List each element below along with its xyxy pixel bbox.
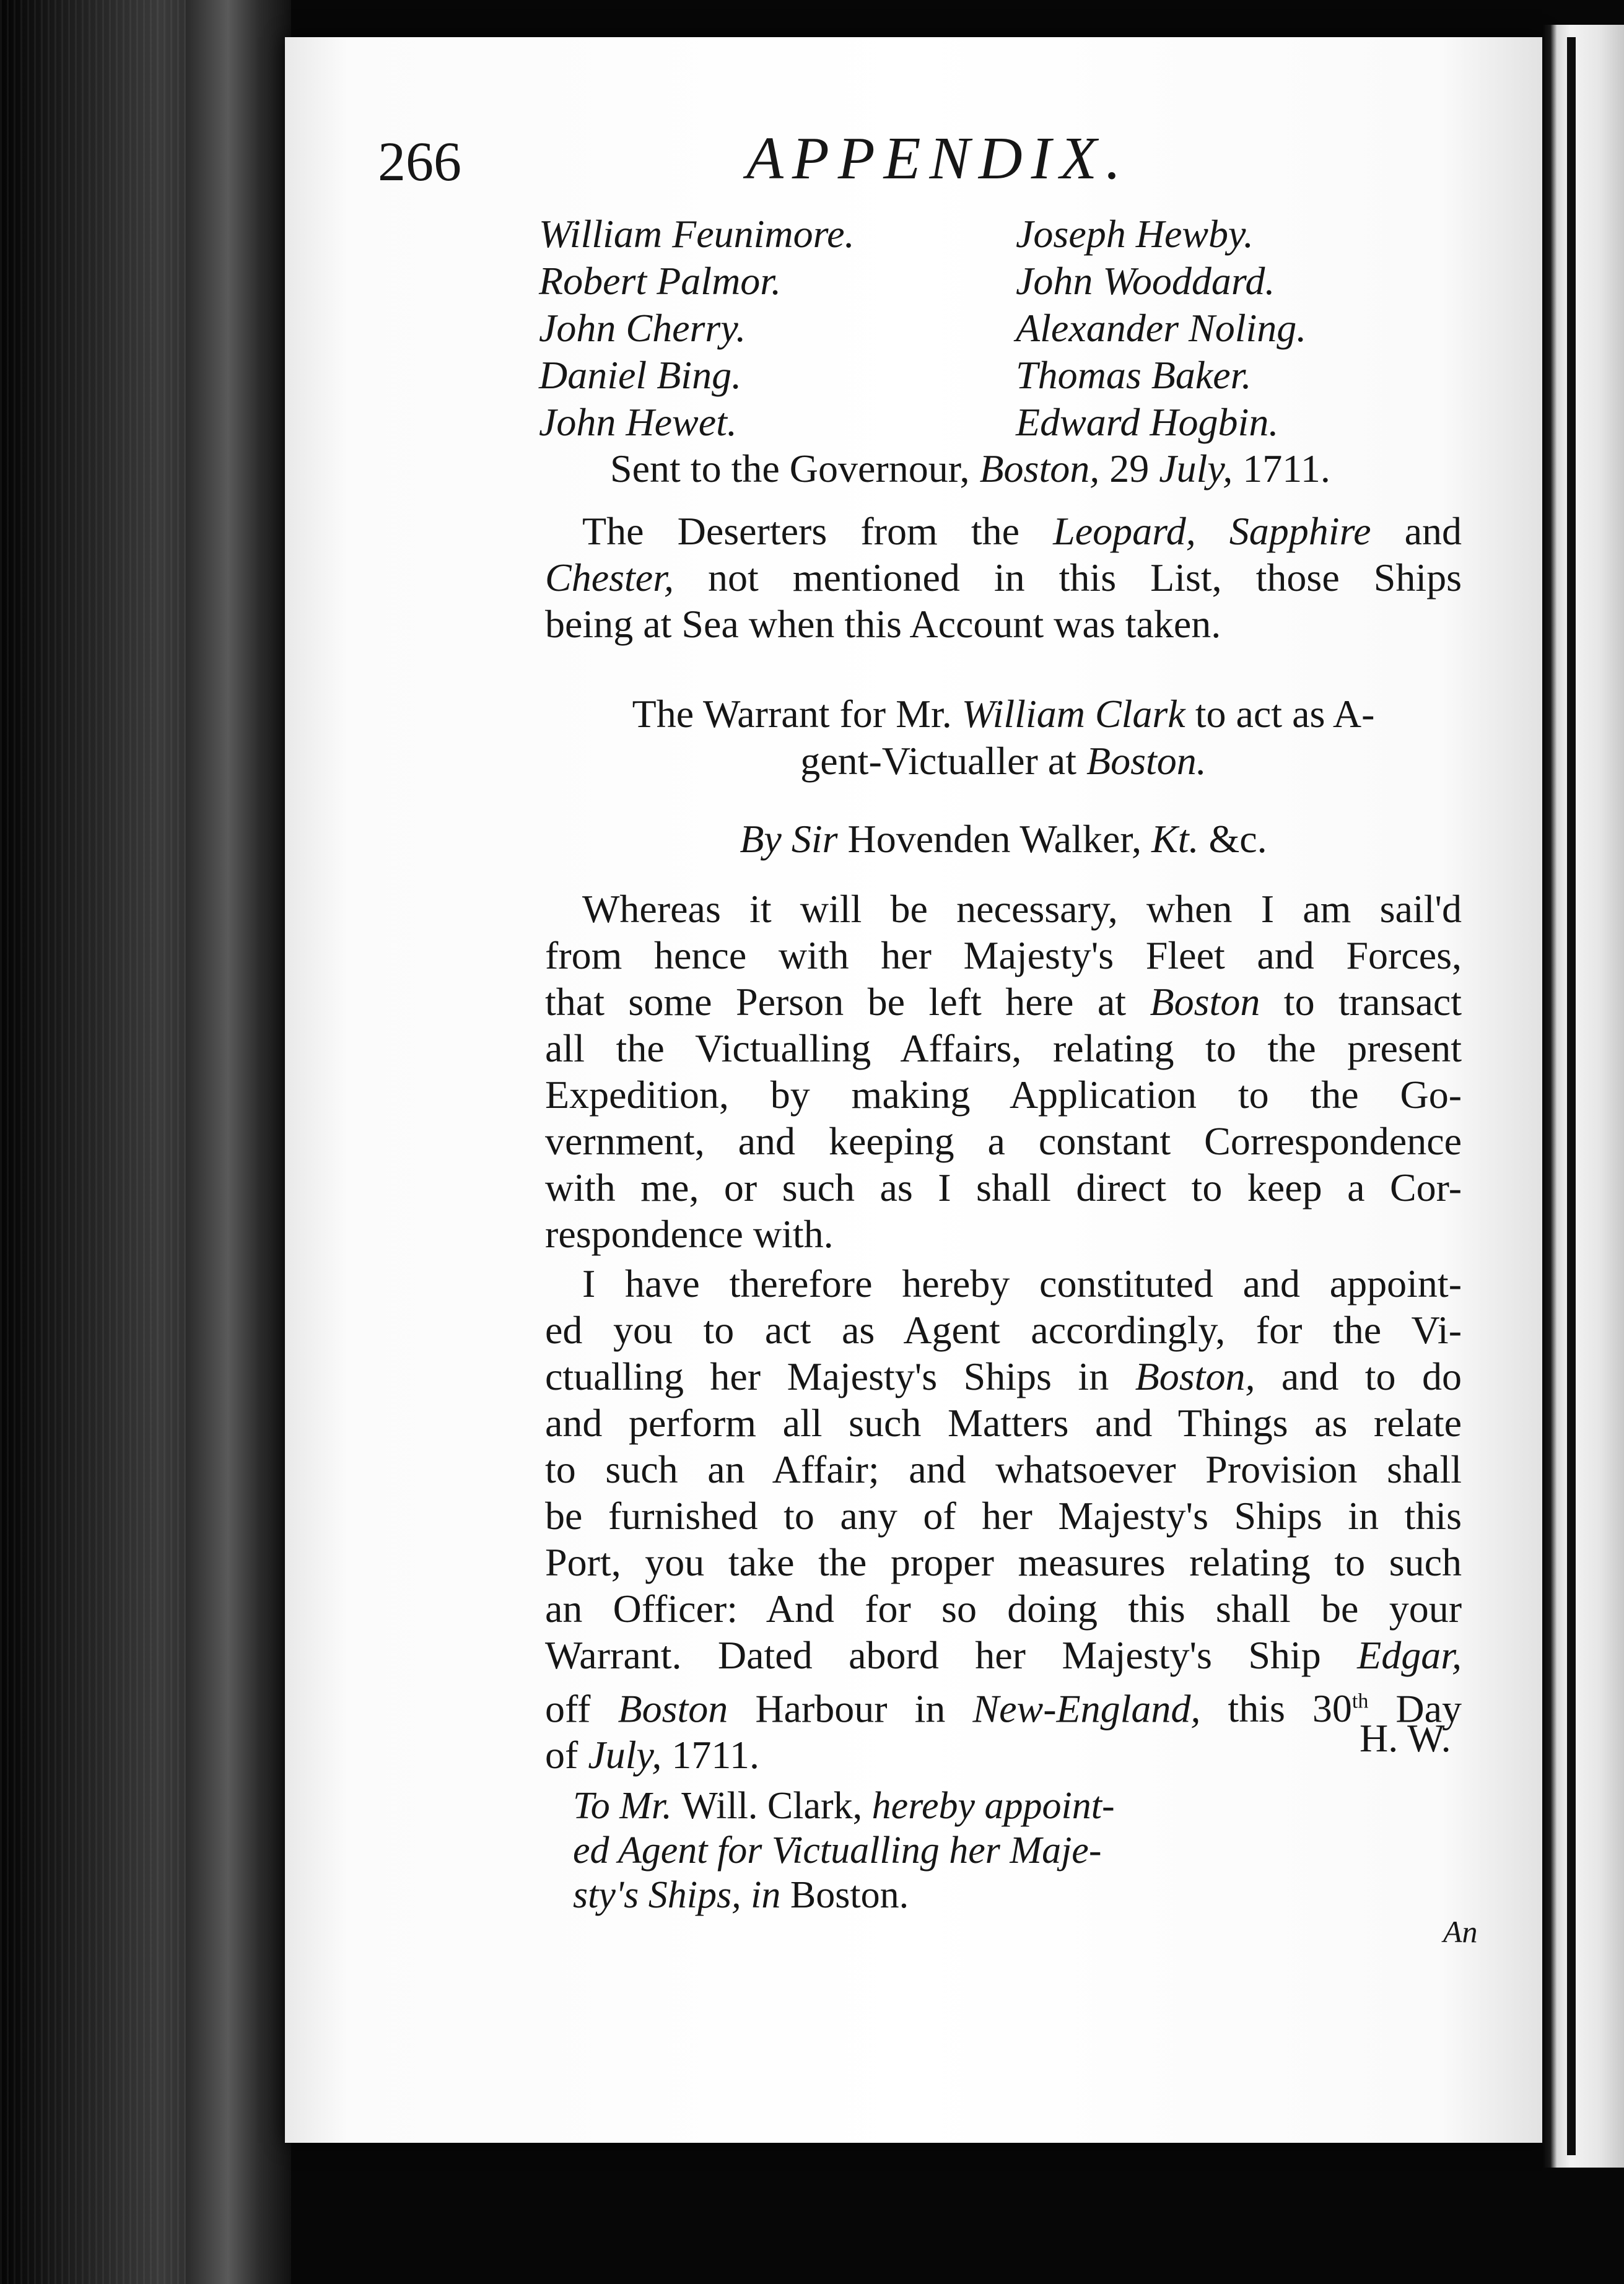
text-line: Chester, not mentioned in this List, those Ships — [545, 556, 1462, 599]
address-block — [573, 1784, 1115, 1917]
text-line: that some Person be left here at Boston to transact — [545, 980, 1462, 1024]
name-entry: William Feunimore. — [539, 212, 855, 256]
text-line: from hence with her Majesty's Fleet and Forces, — [545, 933, 1462, 977]
text-line: ctualling her Majesty's Ships in Boston, and to do — [545, 1354, 1462, 1398]
name-entry: John Wooddard. — [1016, 259, 1275, 303]
warrant-paragraph-2 — [545, 1260, 1462, 1778]
warrant-heading — [545, 691, 1462, 785]
text-line: Port, you take the proper measures relating to such — [545, 1540, 1462, 1584]
sent-month: July, — [1159, 447, 1233, 490]
names-column-right — [1016, 211, 1306, 446]
text-line: I have therefore hereby constituted and appoint- — [582, 1262, 1462, 1305]
address-line: sty's Ships, in Boston. — [573, 1874, 909, 1916]
facing-page-edge — [1542, 25, 1624, 2168]
text-line: of July, 1711. — [545, 1733, 759, 1777]
text-line: respondence with. — [545, 1212, 834, 1256]
text-line: to such an Affair; and whatsoever Provision shall — [545, 1447, 1462, 1491]
warrant-paragraph-1 — [545, 886, 1462, 1257]
name-entry: John Hewet. — [539, 400, 737, 444]
text-line: all the Victualling Affairs, relating to the present — [545, 1026, 1462, 1070]
text-line: off Boston Harbour in New-England, this 30th Day — [545, 1686, 1462, 1731]
name-entry: Daniel Bing. — [539, 353, 742, 397]
text-line: an Officer: And for so doing this shall be your — [545, 1587, 1462, 1631]
text-line: and perform all such Matters and Things as relate — [545, 1401, 1462, 1445]
running-head: APPENDIX. — [746, 125, 1130, 192]
name-entry: Edward Hogbin. — [1016, 400, 1279, 444]
text-line: The Deserters from the Leopard, Sapphire and — [582, 509, 1462, 553]
book-spine-edge — [186, 0, 291, 2284]
names-column-left — [539, 211, 855, 446]
name-entry: Robert Palmor. — [539, 259, 782, 303]
address-line: To Mr. Will. Clark, hereby appoint- — [573, 1785, 1115, 1827]
page-number: 266 — [378, 131, 461, 193]
heading-line: gent-Victualler at Boston. — [800, 739, 1207, 783]
text-line: with me, or such as I shall direct to keep a Cor- — [545, 1166, 1462, 1210]
text-line: be furnished to any of her Majesty's Ships in this — [545, 1494, 1462, 1538]
text-line: Warrant. Dated abord her Majesty's Ship Edgar, — [545, 1633, 1462, 1677]
text-line: ed you to act as Agent accordingly, for the Vi- — [545, 1308, 1462, 1352]
name-entry: Joseph Hewby. — [1016, 212, 1254, 256]
sent-day: 29 — [1109, 447, 1150, 490]
text-line: being at Sea when this Account was taken. — [545, 602, 1221, 646]
byline: By Sir Hovenden Walker, Kt. &c. — [740, 817, 1267, 861]
text-line: Expedition, by making Application to the Go- — [545, 1073, 1462, 1117]
heading-line: The Warrant for Mr. William Clark to act as A- — [632, 692, 1375, 736]
name-entry: Thomas Baker. — [1016, 353, 1252, 397]
text-line: vernment, and keeping a constant Correspondence — [545, 1119, 1462, 1163]
sent-year: 1711. — [1242, 447, 1330, 490]
gutter-line — [1567, 37, 1576, 2155]
signature-initials: H. W. — [1360, 1716, 1451, 1760]
sent-place: Boston, — [979, 447, 1100, 490]
sent-text: Sent to the Governour, — [610, 447, 970, 490]
name-entry: Alexander Noling. — [1016, 306, 1307, 350]
sent-to-governour-line — [610, 446, 1330, 492]
name-entry: John Cherry. — [539, 306, 746, 350]
catchword: An — [1443, 1914, 1478, 1949]
address-line: ed Agent for Victualling her Maje- — [573, 1829, 1102, 1872]
deserters-paragraph — [545, 508, 1462, 647]
text-line: Whereas it will be necessary, when I am sail'd — [582, 887, 1462, 931]
